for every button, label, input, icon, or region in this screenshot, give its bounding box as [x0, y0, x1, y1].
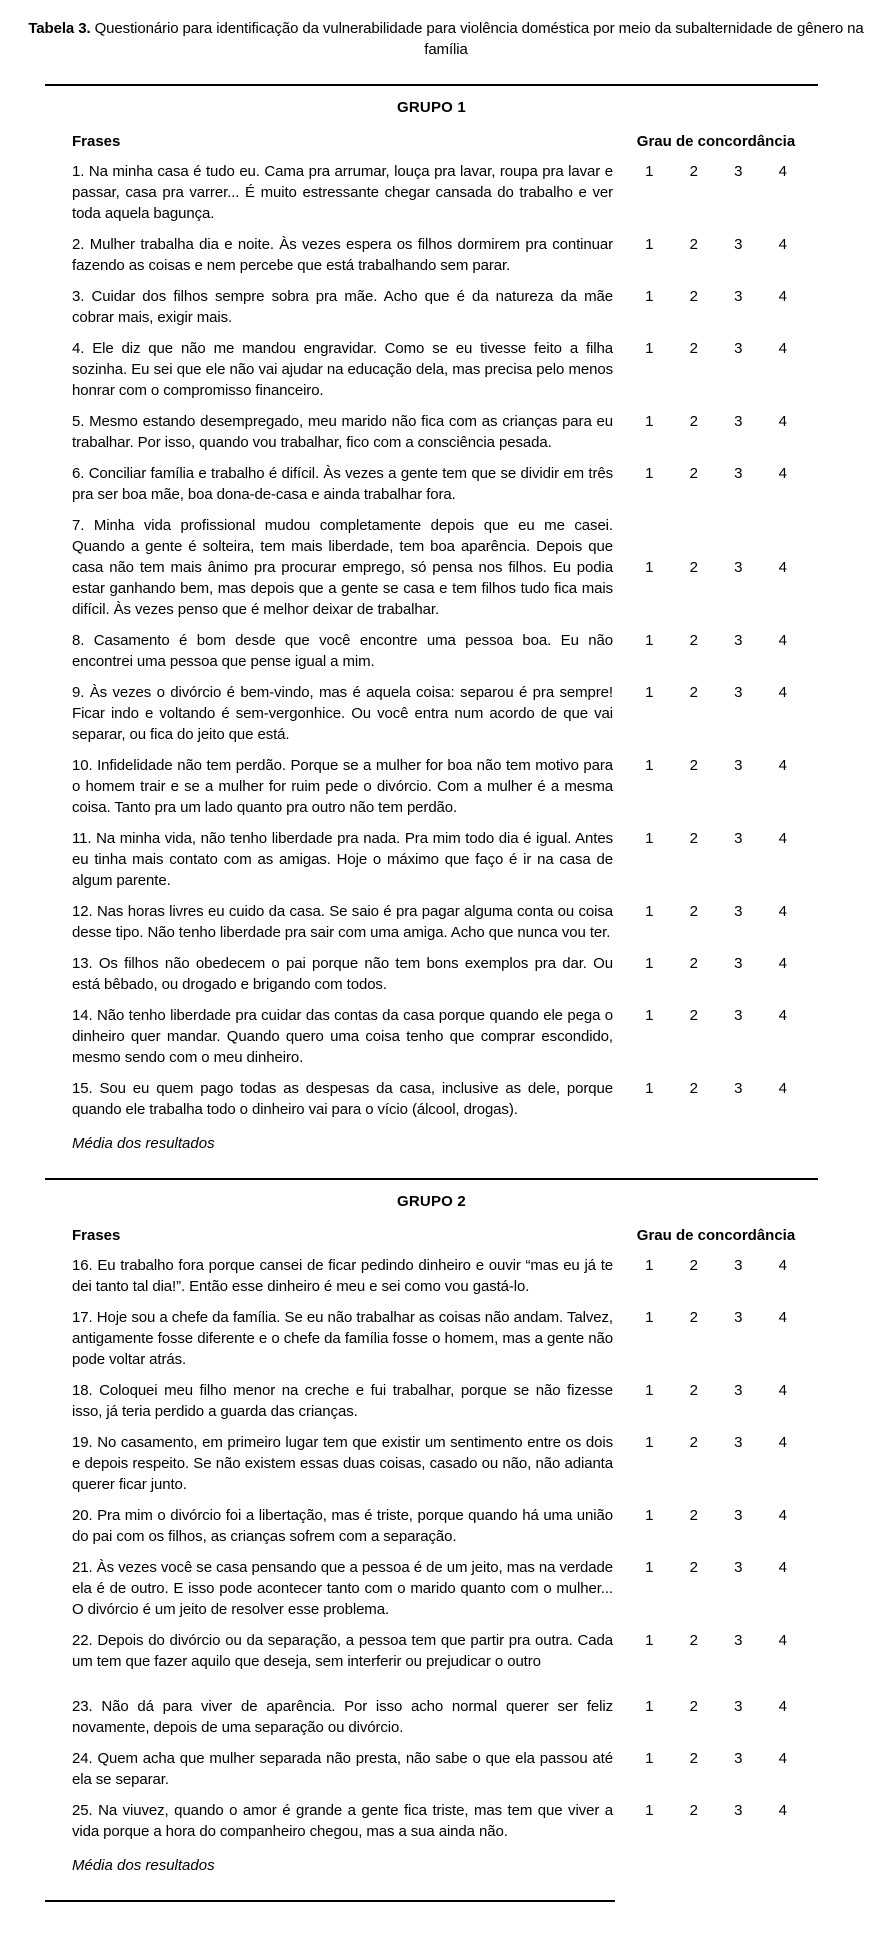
item-scale-options [627, 515, 805, 578]
scale-option-2: 2 [689, 1382, 698, 1399]
item-phrase-text: 22. Depois do divórcio ou da separação, a pessoa tem que partir pra outra. Cada um tem que fazer aquilo que deseja, sem interferir ou prejudicar o outro [72, 1632, 613, 1670]
questionnaire-item [72, 1800, 805, 1842]
scale-option-2: 2 [689, 1080, 698, 1097]
item-scale-options [627, 755, 805, 776]
scale-option-1: 1 [645, 340, 654, 357]
scale-option-4: 4 [778, 903, 787, 920]
item-scale-options [627, 234, 805, 255]
scale-option-2: 2 [689, 1750, 698, 1767]
columns-header-row [45, 131, 818, 161]
item-phrase-text: 4. Ele diz que não me mandou engravidar. Como se eu tivesse feito a filha sozinha. Eu sei que ele não vai ajudar na educação dela, mas precisa pelo menos honrar com o compromisso financeiro. [72, 340, 613, 399]
item-scale-options [627, 682, 805, 703]
scale-option-1: 1 [645, 1434, 654, 1451]
scale-option-4: 4 [778, 1802, 787, 1819]
scale-option-4: 4 [778, 632, 787, 649]
scale-option-2: 2 [689, 413, 698, 430]
scale-option-1: 1 [645, 632, 654, 649]
scale-option-1: 1 [645, 1750, 654, 1767]
item-scale-options [627, 338, 805, 359]
scale-option-4: 4 [778, 288, 787, 305]
item-phrase-text: 6. Conciliar família e trabalho é difícil. Às vezes a gente tem que se dividir em três pra ser boa mãe, boa dona-de-casa e ainda trabalhar fora. [72, 465, 613, 503]
item-scale-options [627, 828, 805, 849]
item-phrase-text: 14. Não tenho liberdade pra cuidar das contas da casa porque quando ele pega o dinheiro quer mandar. Quando quero uma coisa tenho que comprar escondido, mesmo sendo com o meu dinheiro. [72, 1007, 613, 1066]
group-section [45, 84, 818, 1154]
item-phrase-text: 24. Quem acha que mulher separada não presta, não sabe o que ela passou até ela se separar. [72, 1750, 613, 1788]
questionnaire-table [45, 84, 818, 1902]
item-phrase-text: 16. Eu trabalho fora porque cansei de ficar pedindo dinheiro e ouvir “mas eu já te dei tanto tal dia!”. Então esse dinheiro é meu e sei como vou gastá-lo. [72, 1257, 613, 1295]
scale-option-2: 2 [689, 1802, 698, 1819]
scale-option-4: 4 [778, 1507, 787, 1524]
scale-option-3: 3 [734, 163, 743, 180]
scale-option-4: 4 [778, 1309, 787, 1326]
questionnaire-item [72, 286, 805, 328]
phrases-column-header: Frases [72, 133, 121, 150]
scale-option-1: 1 [645, 1802, 654, 1819]
questionnaire-item [72, 1748, 805, 1790]
item-phrase-text: 8. Casamento é bom desde que você encontre uma pessoa boa. Eu não encontrei uma pessoa que pense igual a mim. [72, 632, 613, 670]
item-phrase-text: 21. Às vezes você se casa pensando que a pessoa é de um jeito, mas na verdade ela é de outro. E isso pode acontecer tanto com o marido quanto com o mulher... O divórcio é um jeito de resolver esse problema. [72, 1559, 613, 1618]
scale-option-2: 2 [689, 559, 698, 576]
item-scale-options [627, 1800, 805, 1821]
scale-option-2: 2 [689, 236, 698, 253]
scale-option-4: 4 [778, 955, 787, 972]
item-phrase-text: 19. No casamento, em primeiro lugar tem que existir um sentimento entre os dois e depois respeito. Se não existem essas duas coisas, casado ou não, não adianta querer ficar junto. [72, 1434, 613, 1493]
group-title: GRUPO 1 [397, 99, 466, 116]
item-scale-options [627, 1255, 805, 1276]
questionnaire-item [72, 1307, 805, 1370]
item-scale-options [627, 463, 805, 484]
items-list [45, 161, 818, 1120]
scale-option-4: 4 [778, 559, 787, 576]
scale-option-4: 4 [778, 1632, 787, 1649]
scale-option-4: 4 [778, 1559, 787, 1576]
scale-option-1: 1 [645, 1559, 654, 1576]
scale-column-header: Grau de concordância [636, 133, 796, 150]
item-phrase-text: 1. Na minha casa é tudo eu. Cama pra arrumar, louça pra lavar, roupa pra lavar e passar, casa pra varrer... É muito estressante chegar cansada do trabalho e ver toda aquela bagunça. [72, 163, 613, 222]
item-phrase-text: 15. Sou eu quem pago todas as despesas da casa, inclusive as dele, porque quando ele trabalha todo o dinheiro vai para o vício (álcool, drogas). [72, 1080, 613, 1118]
item-scale-options [627, 1557, 805, 1578]
questionnaire-item [72, 755, 805, 818]
scale-option-3: 3 [734, 1632, 743, 1649]
scale-option-3: 3 [734, 1559, 743, 1576]
table-caption-text: Questionário para identificação da vulnerabilidade para violência doméstica por meio da subalternidade de gênero na família [90, 20, 864, 58]
item-scale-options [627, 1432, 805, 1453]
scale-option-3: 3 [734, 903, 743, 920]
scale-option-3: 3 [734, 559, 743, 576]
scale-option-2: 2 [689, 632, 698, 649]
item-scale-options [627, 411, 805, 432]
scale-option-2: 2 [689, 288, 698, 305]
scale-option-3: 3 [734, 1434, 743, 1451]
questionnaire-item [72, 630, 805, 672]
item-scale-options [627, 1307, 805, 1328]
scale-option-3: 3 [734, 1507, 743, 1524]
scale-option-4: 4 [778, 163, 787, 180]
scale-option-1: 1 [645, 163, 654, 180]
item-phrase-text: 25. Na viuvez, quando o amor é grande a gente fica triste, mas tem que viver a vida porque a hora do companheiro chegou, mas a sua ainda não. [72, 1802, 613, 1840]
table-caption-label: Tabela 3. [28, 20, 91, 37]
questionnaire-item [72, 1557, 805, 1620]
scale-option-3: 3 [734, 1007, 743, 1024]
group-title: GRUPO 2 [397, 1193, 466, 1210]
item-scale-options [627, 1630, 805, 1651]
scale-option-3: 3 [734, 955, 743, 972]
scale-option-2: 2 [689, 1632, 698, 1649]
questionnaire-item [72, 1505, 805, 1547]
scale-option-2: 2 [689, 340, 698, 357]
item-phrase-text: 20. Pra mim o divórcio foi a libertação, mas é triste, porque quando há uma união do pai com os filhos, as crianças sofrem com a separação. [72, 1507, 613, 1545]
scale-option-3: 3 [734, 1382, 743, 1399]
item-phrase-text: 10. Infidelidade não tem perdão. Porque se a mulher for boa não tem motivo para o homem trair e se a mulher for ruim pede o divórcio. Com a mulher é a mesma coisa. Tanto pra um lado quanto pra outro não tem perdão. [72, 757, 613, 816]
scale-option-1: 1 [645, 1632, 654, 1649]
item-scale-options [627, 901, 805, 922]
scale-option-4: 4 [778, 236, 787, 253]
item-scale-options [627, 161, 805, 182]
questionnaire-item [72, 1078, 805, 1120]
scale-option-3: 3 [734, 830, 743, 847]
scale-option-2: 2 [689, 903, 698, 920]
scale-option-4: 4 [778, 757, 787, 774]
questionnaire-item [72, 1432, 805, 1495]
item-phrase-text: 9. Às vezes o divórcio é bem-vindo, mas é aquela coisa: separou é pra sempre! Ficar indo e voltando é sem-vergonhice. Ou você entra num acordo de que vai separar, ou fica do jeito que está. [72, 684, 613, 743]
questionnaire-item [72, 515, 805, 620]
scale-option-3: 3 [734, 1802, 743, 1819]
item-phrase-text: 18. Coloquei meu filho menor na creche e fui trabalhar, porque se não fizesse isso, já teria perdido a guarda das crianças. [72, 1382, 613, 1420]
scale-option-3: 3 [734, 684, 743, 701]
table-bottom-rule [45, 1900, 615, 1902]
questionnaire-item [72, 901, 805, 943]
scale-option-2: 2 [689, 1507, 698, 1524]
questionnaire-item [72, 682, 805, 745]
scale-option-4: 4 [778, 1434, 787, 1451]
item-phrase-text: 23. Não dá para viver de aparência. Por isso acho normal querer ser feliz novamente, depois de uma separação ou divórcio. [72, 1698, 613, 1736]
scale-option-2: 2 [689, 955, 698, 972]
scale-option-1: 1 [645, 465, 654, 482]
table-caption [18, 18, 874, 60]
scale-option-2: 2 [689, 757, 698, 774]
item-scale-options [627, 1380, 805, 1401]
scale-option-3: 3 [734, 1080, 743, 1097]
scale-option-2: 2 [689, 1309, 698, 1326]
questionnaire-item [72, 1380, 805, 1422]
scale-option-2: 2 [689, 465, 698, 482]
scale-option-2: 2 [689, 163, 698, 180]
questionnaire-item [72, 1630, 805, 1672]
group-section [45, 1178, 818, 1876]
item-phrase-text: 7. Minha vida profissional mudou completamente depois que eu me casei. Quando a gente é solteira, tem mais liberdade, tem boa aparência. Depois que casa não tem mais ânimo pra procurar emprego, só pensa nos filhos. Eu podia estar ganhando bem, mas depois que a gente se casa e tem filhos tudo fica mais difícil. Às vezes penso que é melhor deixar de trabalhar. [72, 517, 613, 618]
scale-option-1: 1 [645, 757, 654, 774]
questionnaire-item [72, 234, 805, 276]
scale-option-4: 4 [778, 830, 787, 847]
scale-option-4: 4 [778, 413, 787, 430]
scale-option-3: 3 [734, 757, 743, 774]
scale-option-3: 3 [734, 1257, 743, 1274]
scale-option-1: 1 [645, 413, 654, 430]
scale-option-3: 3 [734, 340, 743, 357]
scale-option-3: 3 [734, 632, 743, 649]
scale-option-1: 1 [645, 1007, 654, 1024]
scale-option-4: 4 [778, 1257, 787, 1274]
item-scale-options [627, 1005, 805, 1026]
questionnaire-item [72, 161, 805, 224]
items-list [45, 1255, 818, 1842]
scale-option-4: 4 [778, 684, 787, 701]
item-scale-options [627, 630, 805, 651]
item-scale-options [627, 1696, 805, 1717]
scale-option-2: 2 [689, 830, 698, 847]
item-phrase-text: 12. Nas horas livres eu cuido da casa. Se saio é pra pagar alguma conta ou coisa desse tipo. Não tenho liberdade pra sair com uma amiga. Acho que nunca vou ter. [72, 903, 613, 941]
item-phrase-text: 3. Cuidar dos filhos sempre sobra pra mãe. Acho que é da natureza da mãe cobrar mais, exigir mais. [72, 288, 613, 326]
group-footer-mean: Média dos resultados [72, 1135, 215, 1152]
scale-option-1: 1 [645, 288, 654, 305]
scale-option-3: 3 [734, 1309, 743, 1326]
scale-column-header: Grau de concordância [636, 1227, 796, 1244]
questionnaire-item [72, 828, 805, 891]
scale-option-4: 4 [778, 465, 787, 482]
scale-option-4: 4 [778, 1382, 787, 1399]
scale-option-2: 2 [689, 1007, 698, 1024]
item-scale-options [627, 286, 805, 307]
scale-option-1: 1 [645, 559, 654, 576]
item-scale-options [627, 1505, 805, 1526]
phrases-column-header: Frases [72, 1227, 121, 1244]
questionnaire-item [72, 411, 805, 453]
scale-option-2: 2 [689, 1434, 698, 1451]
scale-option-1: 1 [645, 1257, 654, 1274]
item-phrase-text: 17. Hoje sou a chefe da família. Se eu não trabalhar as coisas não andam. Talvez, antigamente fosse diferente e o chefe da família fosse o homem, mas a gente não pode voltar atrás. [72, 1309, 613, 1368]
questionnaire-item [72, 953, 805, 995]
scale-option-3: 3 [734, 1750, 743, 1767]
scale-option-3: 3 [734, 288, 743, 305]
item-phrase-text: 2. Mulher trabalha dia e noite. Às vezes espera os filhos dormirem pra continuar fazendo as coisas e nem percebe que está trabalhando sem parar. [72, 236, 613, 274]
scale-option-1: 1 [645, 1382, 654, 1399]
scale-option-3: 3 [734, 413, 743, 430]
item-scale-options [627, 1078, 805, 1099]
scale-option-1: 1 [645, 830, 654, 847]
scale-option-3: 3 [734, 465, 743, 482]
scale-option-1: 1 [645, 684, 654, 701]
scale-option-1: 1 [645, 1080, 654, 1097]
scale-option-4: 4 [778, 1080, 787, 1097]
scale-option-4: 4 [778, 340, 787, 357]
group-footer-mean: Média dos resultados [72, 1857, 215, 1874]
item-phrase-text: 11. Na minha vida, não tenho liberdade pra nada. Pra mim todo dia é igual. Antes eu tinha mais contato com as amigas. Hoje o máximo que faço é ir na casa de algum parente. [72, 830, 613, 889]
scale-option-2: 2 [689, 1559, 698, 1576]
scale-option-4: 4 [778, 1007, 787, 1024]
questionnaire-item [72, 1005, 805, 1068]
questionnaire-item [72, 1255, 805, 1297]
questionnaire-item [72, 338, 805, 401]
item-phrase-text: 13. Os filhos não obedecem o pai porque não tem bons exemplos pra dar. Ou está bêbado, ou drogado e brigando com todos. [72, 955, 613, 993]
item-phrase-text: 5. Mesmo estando desempregado, meu marido não fica com as crianças para eu trabalhar. Por isso, quando vou trabalhar, fico com a consciência pesada. [72, 413, 613, 451]
scale-option-1: 1 [645, 1309, 654, 1326]
item-scale-options [627, 1748, 805, 1769]
scale-option-4: 4 [778, 1750, 787, 1767]
scale-option-2: 2 [689, 684, 698, 701]
scale-option-1: 1 [645, 903, 654, 920]
scale-option-2: 2 [689, 1698, 698, 1715]
scale-option-3: 3 [734, 236, 743, 253]
scale-option-4: 4 [778, 1698, 787, 1715]
scale-option-1: 1 [645, 236, 654, 253]
columns-header-row [45, 1225, 818, 1255]
scale-option-3: 3 [734, 1698, 743, 1715]
scale-option-1: 1 [645, 1507, 654, 1524]
questionnaire-item [72, 1696, 805, 1738]
scale-option-1: 1 [645, 1698, 654, 1715]
scale-option-2: 2 [689, 1257, 698, 1274]
item-scale-options [627, 953, 805, 974]
questionnaire-item [72, 463, 805, 505]
scale-option-1: 1 [645, 955, 654, 972]
